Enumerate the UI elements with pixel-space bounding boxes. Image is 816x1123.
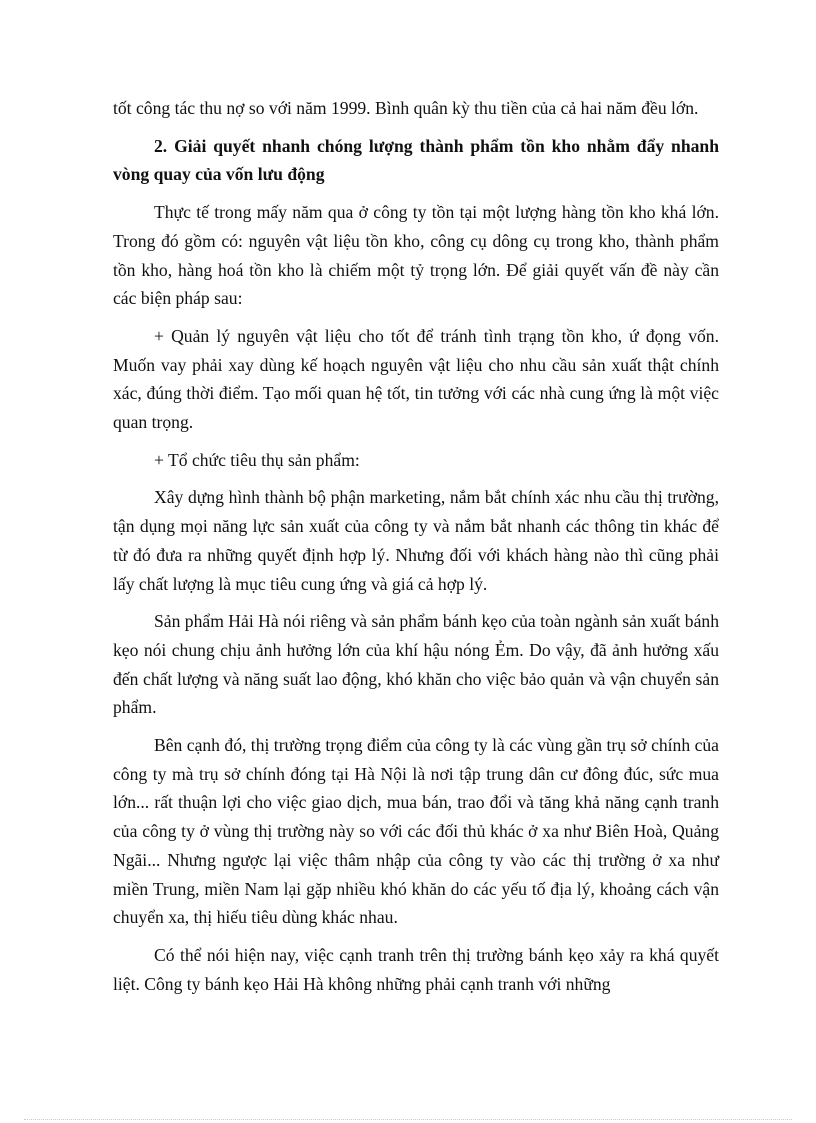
paragraph-competition: Có thể nói hiện nay, việc cạnh tranh trên thị trường bánh kẹo xảy ra khá quyết liệt. Công ty bánh kẹo Hải Hà không những phải cạnh tranh với những xyxy=(113,944,719,994)
page-bottom-divider xyxy=(24,1119,792,1120)
continued-paragraph: tốt công tác thu nợ so với năm 1999. Bình quân kỳ thu tiền của cả hai năm đều lớn. xyxy=(113,98,699,118)
paragraph-inventory: Thực tế trong mấy năm qua ở công ty tồn tại một lượng hàng tồn kho khá lớn. Trong đó gồm có: nguyên vật liệu tồn kho, công cụ dông cụ trong kho, thành phẩm tồn kho, hàng hoá tồn kho là chiếm một tỷ trọng lớn. Để giải quyết vấn đề này cần các biện pháp sau: xyxy=(113,202,719,309)
paragraph-materials: + Quản lý nguyên vật liệu cho tốt để tránh tình trạng tồn kho, ứ đọng vốn. Muốn vay phải xay dùng kế hoạch nguyên vật liệu cho nhu cầu sản xuất thật chính xác, đúng thời điểm. Tạo mối quan hệ tốt, tin tưởng với các nhà cung ứng là một việc quan trọng. xyxy=(113,325,719,433)
document-page xyxy=(113,94,719,1007)
paragraph-climate: Sản phẩm Hải Hà nói riêng và sản phẩm bánh kẹo của toàn ngành sản xuất bánh kẹo nói chung chịu ảnh hưởng lớn của khí hậu nóng Ẻm. Do vậy, đã ảnh hưởng xấu đến chất lượng và năng suất lao động, khó khăn cho việc bảo quản và vận chuyển sản phẩm. xyxy=(113,611,719,718)
paragraph-marketing: Xây dựng hình thành bộ phận marketing, nắm bắt chính xác nhu cầu thị trường, tận dụng mọi năng lực sản xuất của công ty và nắm bắt nhanh các thông tin khác để từ đó đưa ra những quyết định hợp lý. Nhưng đối với khách hàng nào thì cũng phải lấy chất lượng là mục tiêu cung ứng và giá cả hợp lý. xyxy=(113,487,719,594)
section-heading: 2. Giải quyết nhanh chóng lượng thành phẩm tồn kho nhằm đẩy nhanh vòng quay của vốn lưu động xyxy=(113,135,719,185)
paragraph-market: Bên cạnh đó, thị trường trọng điểm của công ty là các vùng gần trụ sở chính của công ty mà trụ sở chính đóng tại Hà Nội là nơi tập trung dân cư đông đúc, sức mua lớn... rất thuận lợi cho việc giao dịch, mua bán, trao đổi và tăng khả năng cạnh tranh của công ty ở vùng thị trường này so với các đối thủ khác ở xa như Biên Hoà, Quảng Ngãi... Nhưng ngược lại việc thâm nhập của công ty vào các thị trường ở xa như miền Trung, miền Nam lại gặp nhiều khó khăn do các yếu tố địa lý, khoảng cách vận chuyển xa, thị hiếu tiêu dùng khác nhau. xyxy=(113,735,719,928)
paragraph-sales-title: + Tổ chức tiêu thụ sản phẩm: xyxy=(154,449,360,470)
